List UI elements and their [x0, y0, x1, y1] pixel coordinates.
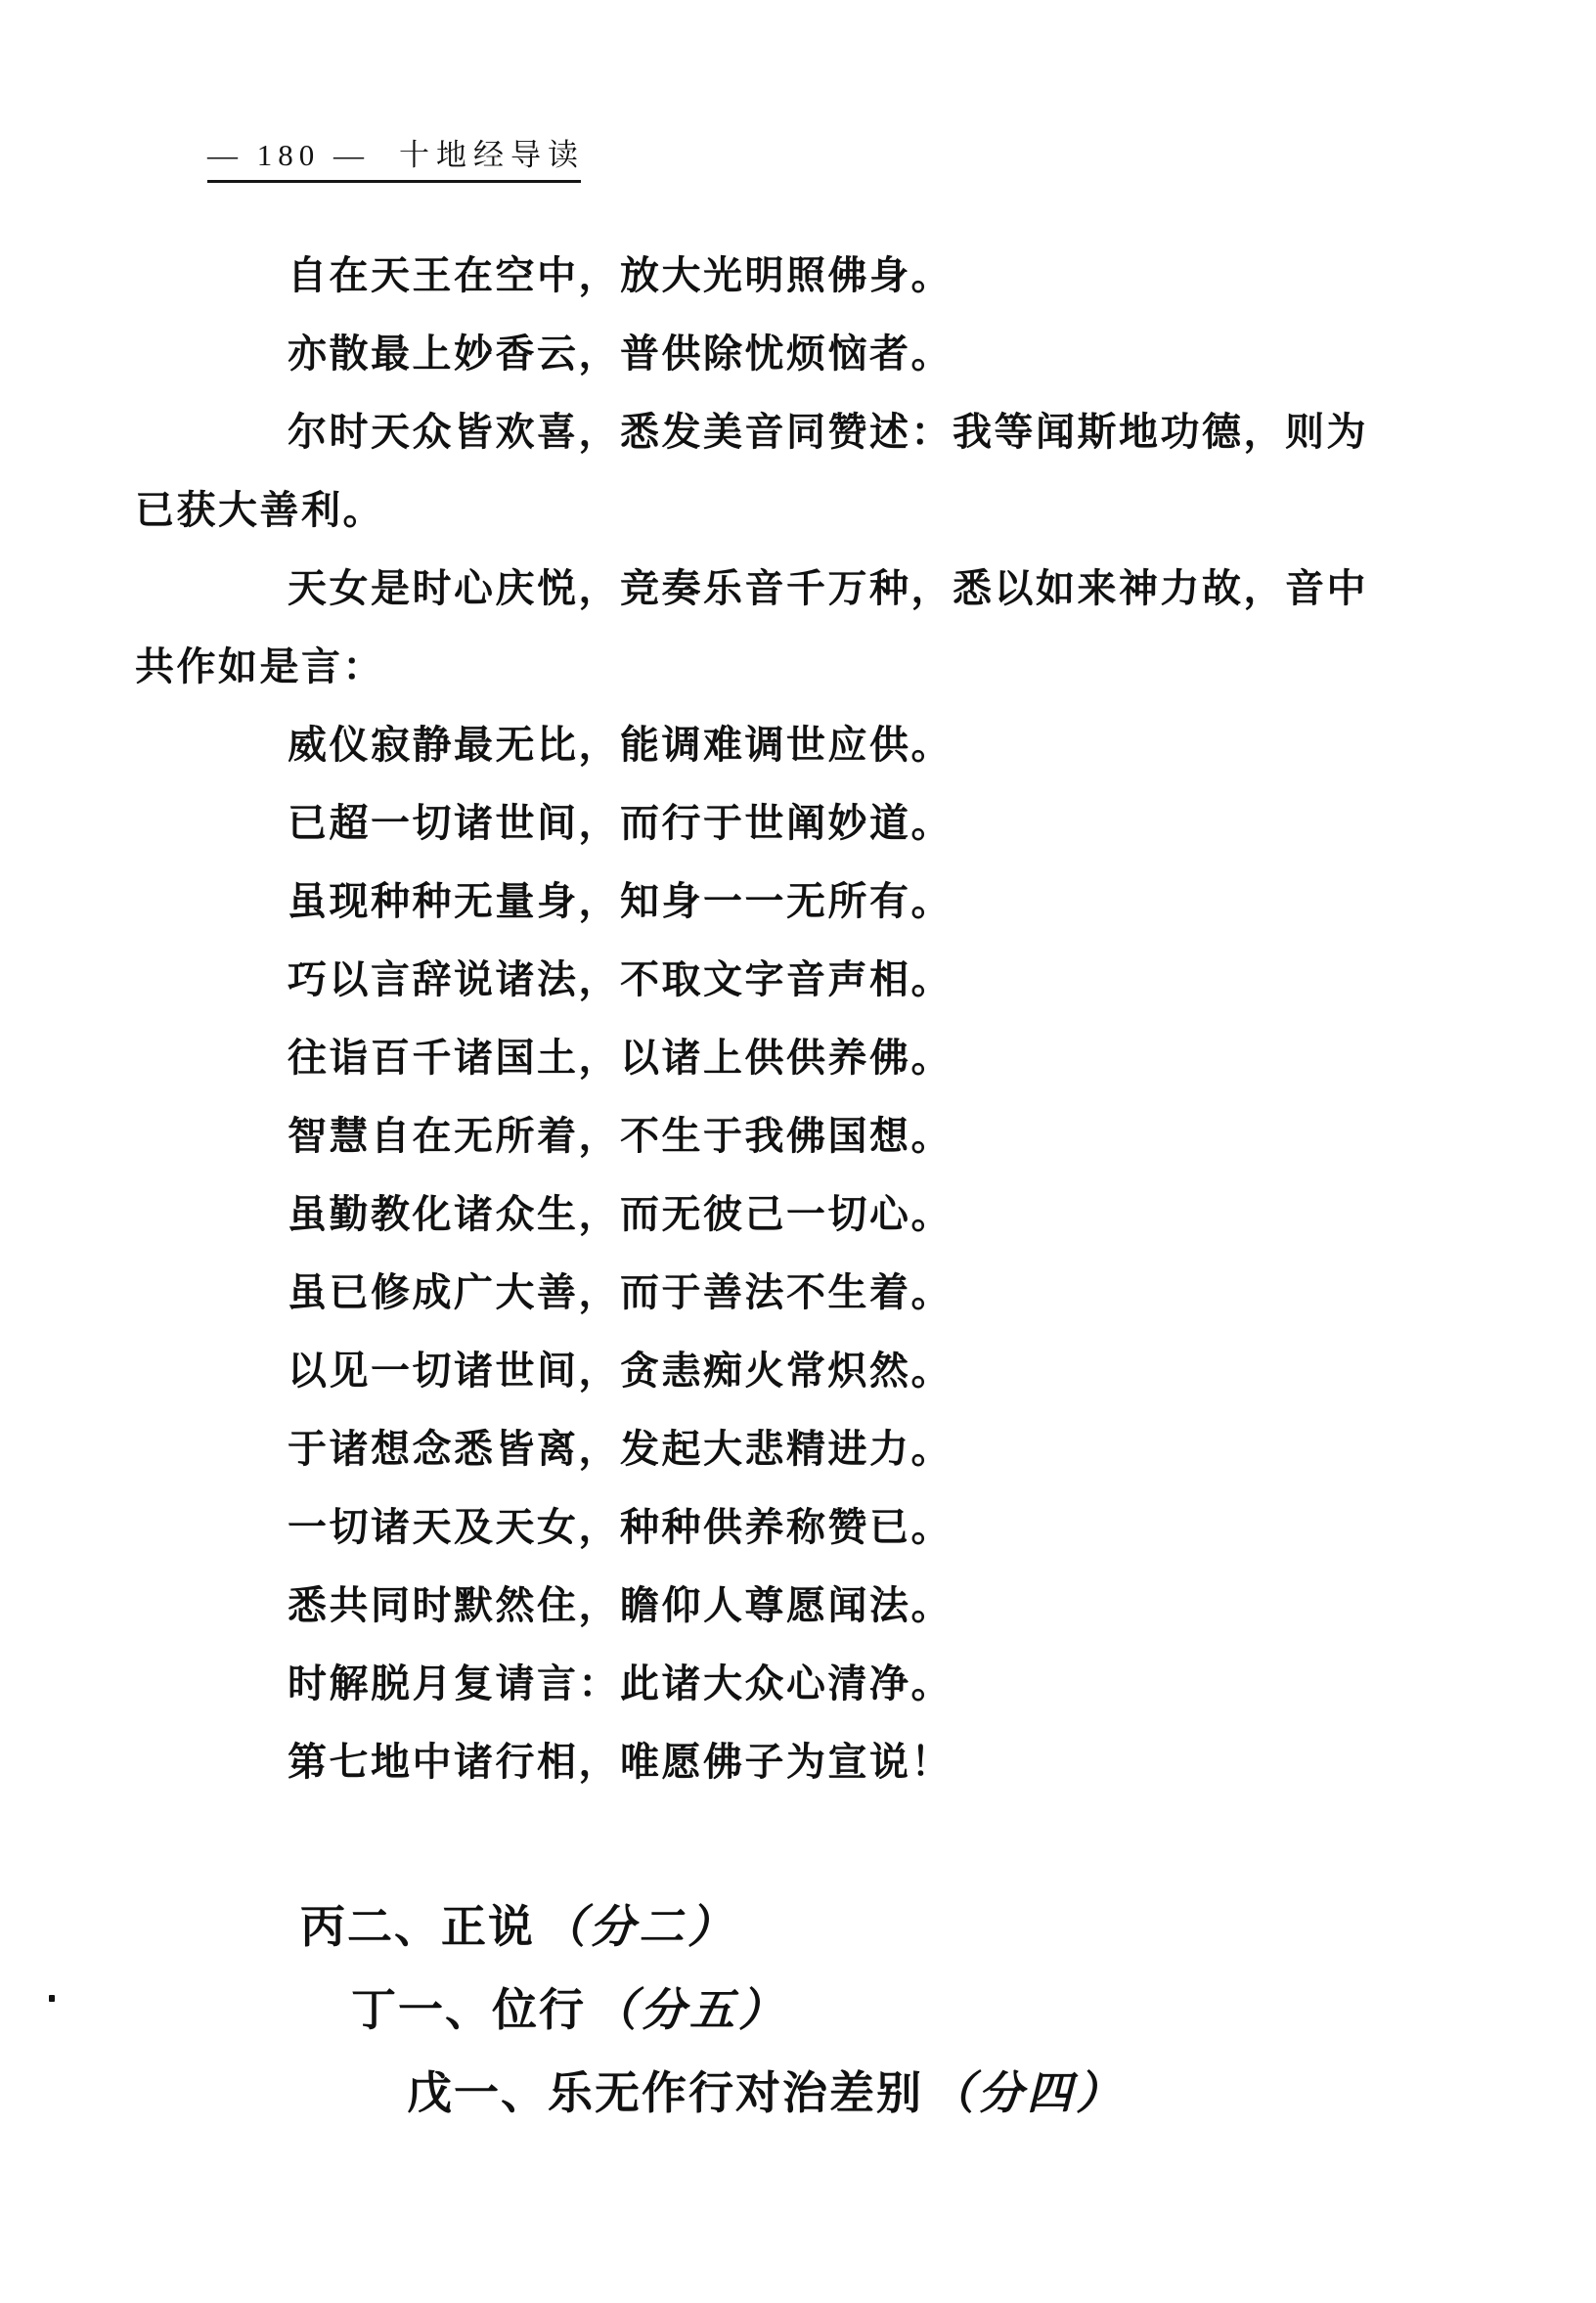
outline-title: 戊一、乐无作行对治差别: [407, 2068, 923, 2118]
outline-note: （分四）: [929, 2068, 1125, 2118]
text-line: 于诸想念悉皆离，发起大悲精进力。: [288, 1428, 953, 1471]
text-line: 自在天王在空中，放大光明照佛身。: [288, 254, 953, 297]
text-line: 已获大善利。: [135, 489, 384, 532]
running-header: [207, 137, 585, 183]
text-line: 巧以言辞说诸法，不取文字音声相。: [288, 958, 953, 1001]
outline-title: 丁一、位行: [351, 1985, 586, 2035]
outline-item: [135, 1885, 1436, 1969]
text-line: 威仪寂静最无比，能调难调世应供。: [288, 724, 953, 767]
text-line: 虽已修成广大善，而于善法不生着。: [288, 1271, 953, 1314]
text-line: 共作如是言：: [135, 645, 384, 688]
text-line: 智慧自在无所着，不生于我佛国想。: [288, 1115, 953, 1158]
text-line: 以见一切诸世间，贪恚痴火常炽然。: [288, 1350, 953, 1393]
book-title: 十地经导读: [399, 138, 585, 172]
body-text: [135, 237, 1436, 1801]
text-line: 尔时天众皆欢喜，悉发美音同赞述：我等闻斯地功德，则为: [288, 411, 1368, 454]
outline-title: 丙二、正说: [300, 1902, 535, 1952]
text-line: 往诣百千诸国土，以诸上供供养佛。: [288, 1037, 953, 1080]
text-line: 一切诸天及天女，种种供养称赞已。: [288, 1506, 953, 1549]
text-line: 悉共同时默然住，瞻仰人尊愿闻法。: [288, 1584, 953, 1627]
text-line: 亦散最上妙香云，普供除忧烦恼者。: [288, 332, 953, 376]
outline-item: [135, 1969, 1436, 2052]
text-line: 虽现种种无量身，知身一一无所有。: [288, 880, 953, 923]
outline-note: （分二）: [541, 1902, 736, 1952]
text-line: 虽勤教化诸众生，而无彼己一切心。: [288, 1193, 953, 1236]
stray-ink-dot: [49, 1995, 55, 2002]
text-line: 已超一切诸世间，而行于世阐妙道。: [288, 802, 953, 845]
text-line: 时解脱月复请言：此诸大众心清净。: [288, 1662, 953, 1705]
section-outline: [135, 1885, 1436, 2135]
text-line: 天女是时心庆悦，竞奏乐音千万种，悉以如来神力故，音中: [288, 567, 1368, 610]
outline-note: （分五）: [592, 1985, 787, 2035]
outline-item: [135, 2052, 1436, 2135]
text-line: 第七地中诸行相，唯愿佛子为宣说！: [288, 1741, 953, 1784]
page-number: — 180 —: [207, 138, 370, 172]
